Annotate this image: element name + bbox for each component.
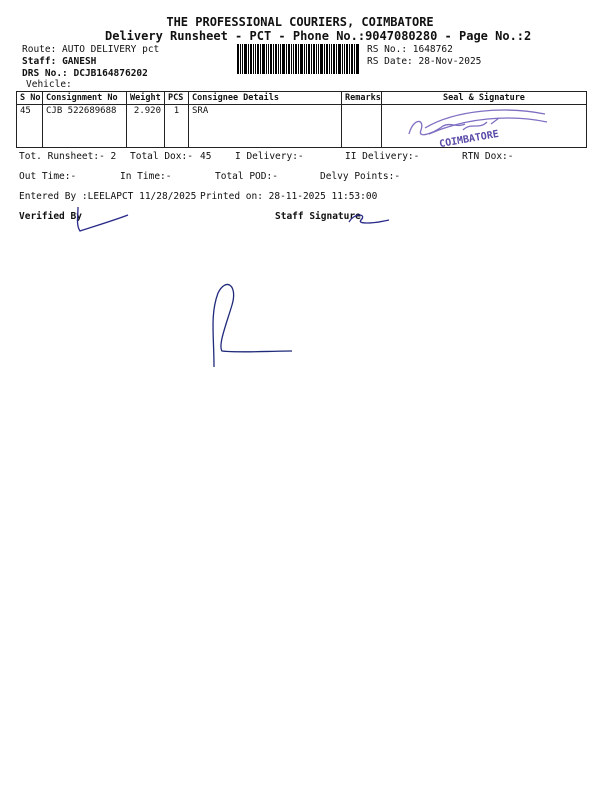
staff-label: Staff: <box>22 56 57 67</box>
printed-on: Printed on: 28-11-2025 11:53:00 <box>200 191 378 202</box>
rs-number: RS No.: 1648762 <box>367 44 453 55</box>
total-dox-label: Total Dox:- <box>130 151 193 162</box>
stamp-text: COIMBATORE <box>438 128 500 151</box>
tot-runsheet: Tot. Runsheet:- 2 <box>19 151 117 162</box>
drs-label: DRS No.: <box>22 68 68 79</box>
drs-number: DCJB164876202 <box>73 68 148 79</box>
cell-consignee: SRA <box>189 105 342 148</box>
runsheet-subtitle: Delivery Runsheet - PCT - Phone No.:9047080280 - Page No.:2 <box>105 29 532 43</box>
in-time: In Time:- <box>120 171 172 182</box>
staff-signature <box>345 208 395 230</box>
drs-row <box>22 68 148 79</box>
staff-row <box>22 56 96 67</box>
cell-pcs: 1 <box>165 105 189 148</box>
col-seal: Seal & Signature <box>382 92 587 105</box>
col-sno: S No <box>17 92 43 105</box>
barcode <box>237 44 364 74</box>
route-label: Route: AUTO DELIVERY pct <box>22 44 160 55</box>
vehicle-label: Vehicle: <box>26 79 72 90</box>
total-dox-value: 45 <box>200 151 212 162</box>
staff-name: GANESH <box>62 56 97 67</box>
entered-by: Entered By :LEELAPCT 11/28/2025 <box>19 191 197 202</box>
cell-weight: 2.920 <box>127 105 165 148</box>
large-signature-mark <box>200 275 300 375</box>
col-remarks: Remarks <box>342 92 382 105</box>
company-title: THE PROFESSIONAL COURIERS, COIMBATORE <box>166 15 434 29</box>
rs-date: RS Date: 28-Nov-2025 <box>367 56 482 67</box>
total-pod: Total POD:- <box>215 171 278 182</box>
verified-by-label: Verified By <box>19 211 82 222</box>
cell-sno: 45 <box>17 105 43 148</box>
cell-consignment: CJB 522689688 <box>43 105 127 148</box>
staff-signature-label: Staff Signature <box>275 211 361 222</box>
rtn-dox: RTN Dox:- <box>462 151 514 162</box>
i-delivery: I Delivery:- <box>235 151 304 162</box>
ii-delivery: II Delivery:- <box>345 151 420 162</box>
col-weight: Weight <box>127 92 165 105</box>
out-time: Out Time:- <box>19 171 77 182</box>
col-pcs: PCS <box>165 92 189 105</box>
col-consignee: Consignee Details <box>189 92 342 105</box>
col-consignment: Consignment No <box>43 92 127 105</box>
delvy-points: Delvy Points:- <box>320 171 401 182</box>
verified-signature <box>72 205 132 235</box>
cell-remarks <box>342 105 382 148</box>
